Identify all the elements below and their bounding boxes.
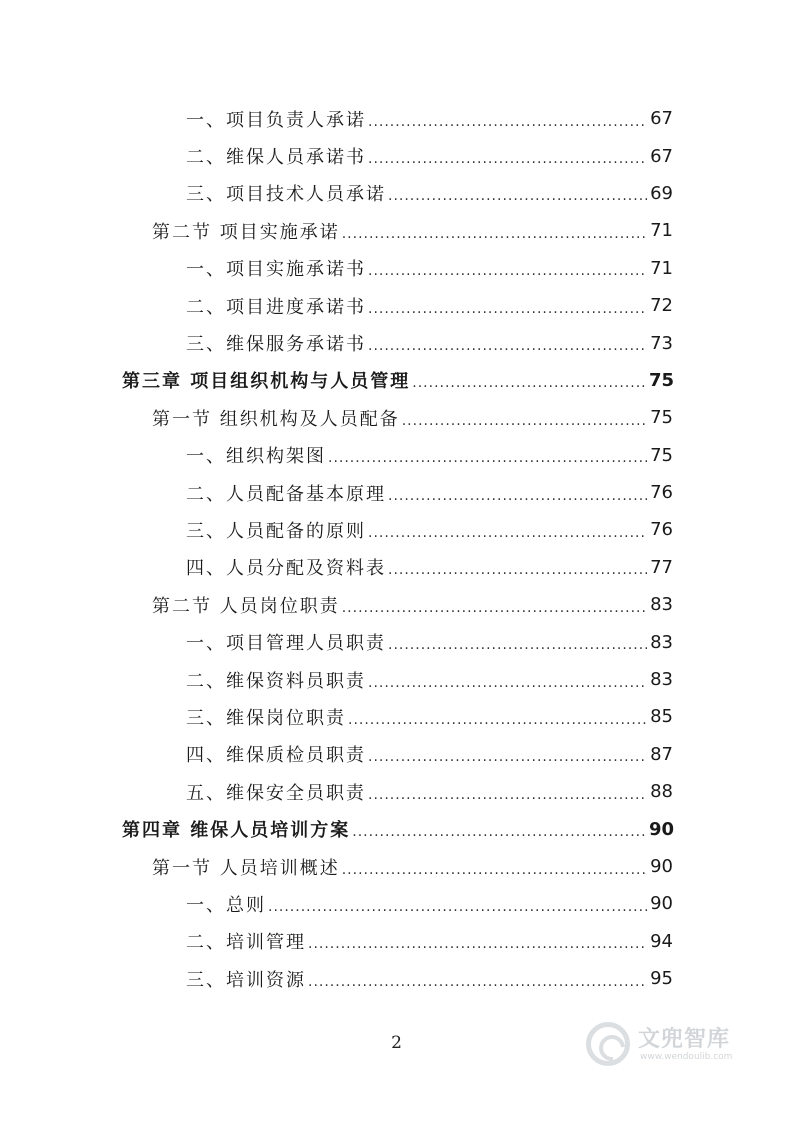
table-of-contents — [0, 100, 793, 997]
dot-leader — [308, 932, 647, 950]
toc-entry-page: 77 — [650, 556, 673, 578]
toc-entry-page: 75 — [649, 369, 675, 391]
toc-entry-page: 75 — [650, 444, 673, 466]
toc-entry-title: 第三章 项目组织机构与人员管理 — [122, 371, 411, 393]
toc-entry-title: 一、项目实施承诺书 — [186, 259, 366, 281]
toc-entry-title: 四、维保质检员职责 — [186, 745, 366, 767]
dot-leader — [368, 297, 647, 315]
toc-entry-page: 90 — [650, 856, 673, 877]
toc-subsection-entry[interactable] — [186, 175, 673, 212]
toc-entry-page: 83 — [650, 594, 673, 616]
watermark — [586, 1018, 746, 1074]
dot-leader — [368, 334, 647, 352]
toc-entry-page: 67 — [650, 145, 673, 167]
dot-leader — [368, 521, 647, 539]
toc-entry-page: 75 — [650, 407, 673, 429]
dot-leader — [368, 783, 647, 801]
toc-entry-title: 第二节 人员岗位职责 — [152, 595, 340, 617]
toc-subsection-entry[interactable] — [186, 623, 673, 660]
toc-section-entry[interactable] — [152, 586, 673, 623]
dot-leader — [328, 446, 647, 464]
toc-entry-title: 一、组织构架图 — [186, 446, 326, 468]
dot-leader — [308, 970, 647, 988]
toc-entry-page: 83 — [650, 631, 673, 653]
toc-entry-page: 72 — [650, 295, 673, 317]
page-number: 2 — [391, 1033, 402, 1053]
toc-subsection-entry[interactable] — [186, 698, 673, 735]
dot-leader — [348, 708, 647, 726]
toc-section-entry[interactable] — [152, 212, 673, 249]
dot-leader — [368, 147, 647, 165]
toc-subsection-entry[interactable] — [186, 287, 673, 324]
toc-entry-page: 67 — [650, 108, 673, 130]
toc-entry-title: 三、人员配备的原则 — [186, 520, 366, 542]
watermark-url: www.wendoulib.com — [640, 1052, 733, 1062]
toc-entry-title: 三、项目技术人员承诺 — [186, 184, 386, 206]
toc-entry-title: 第一节 人员培训概述 — [152, 857, 340, 879]
toc-entry-title: 二、项目进度承诺书 — [186, 296, 366, 318]
toc-chapter-entry[interactable] — [122, 810, 673, 847]
dot-leader — [368, 745, 647, 763]
toc-entry-title: 二、维保人员承诺书 — [186, 147, 366, 169]
toc-entry-title: 四、人员分配及资料表 — [186, 558, 386, 580]
toc-subsection-entry[interactable] — [186, 324, 673, 361]
toc-subsection-entry[interactable] — [186, 100, 673, 137]
dot-leader — [368, 110, 647, 128]
toc-entry-title: 一、项目负责人承诺 — [186, 109, 366, 131]
toc-subsection-entry[interactable] — [186, 960, 673, 997]
toc-entry-page: 76 — [650, 519, 673, 541]
dot-leader — [388, 558, 647, 576]
dot-leader — [412, 371, 647, 389]
dot-leader — [342, 222, 647, 240]
dot-leader — [342, 858, 647, 876]
toc-entry-page: 83 — [650, 669, 673, 691]
toc-entry-title: 三、维保岗位职责 — [186, 707, 346, 729]
dot-leader — [352, 820, 647, 838]
toc-subsection-entry[interactable] — [186, 885, 673, 922]
toc-subsection-entry[interactable] — [186, 250, 673, 287]
dot-leader — [368, 259, 647, 277]
toc-entry-title: 第一节 组织机构及人员配备 — [152, 408, 400, 430]
toc-chapter-entry[interactable] — [122, 362, 673, 399]
toc-subsection-entry[interactable] — [186, 437, 673, 474]
toc-subsection-entry[interactable] — [186, 549, 673, 586]
toc-subsection-entry[interactable] — [186, 661, 673, 698]
wendou-logo-icon — [586, 1022, 630, 1066]
toc-entry-page: 73 — [650, 332, 673, 354]
toc-section-entry[interactable] — [152, 848, 673, 885]
toc-entry-page: 94 — [650, 930, 673, 952]
toc-entry-title: 二、维保资料员职责 — [186, 670, 366, 692]
toc-entry-page: 76 — [650, 482, 673, 504]
toc-entry-page: 90 — [650, 893, 673, 915]
toc-entry-title: 三、维保服务承诺书 — [186, 334, 366, 356]
toc-entry-page: 69 — [650, 182, 673, 204]
toc-entry-page: 71 — [650, 257, 673, 279]
watermark-brand: 文兜智库 — [638, 1027, 731, 1052]
toc-subsection-entry[interactable] — [186, 773, 673, 810]
toc-entry-page: 87 — [650, 743, 673, 765]
dot-leader — [402, 409, 647, 427]
toc-subsection-entry[interactable] — [186, 137, 673, 174]
toc-entry-page: 88 — [650, 781, 673, 803]
toc-entry-page: 95 — [650, 968, 673, 990]
dot-leader — [268, 895, 647, 913]
toc-entry-page: 90 — [649, 818, 675, 840]
toc-section-entry[interactable] — [152, 399, 673, 436]
toc-entry-title: 二、人员配备基本原理 — [186, 483, 386, 505]
toc-subsection-entry[interactable] — [186, 736, 673, 773]
toc-entry-title: 一、项目管理人员职责 — [186, 633, 386, 655]
toc-entry-title: 二、培训管理 — [186, 932, 306, 954]
dot-leader — [388, 484, 647, 502]
toc-entry-title: 三、培训资源 — [186, 969, 306, 991]
dot-leader — [388, 633, 647, 651]
toc-entry-title: 一、总则 — [186, 894, 266, 916]
toc-subsection-entry[interactable] — [186, 511, 673, 548]
dot-leader — [388, 184, 647, 202]
toc-entry-title: 第四章 维保人员培训方案 — [122, 820, 351, 842]
dot-leader — [342, 596, 647, 614]
toc-entry-title: 五、维保安全员职责 — [186, 782, 366, 804]
toc-entry-page: 85 — [650, 706, 673, 728]
toc-subsection-entry[interactable] — [186, 474, 673, 511]
toc-entry-page: 71 — [650, 220, 673, 242]
toc-subsection-entry[interactable] — [186, 923, 673, 960]
dot-leader — [368, 671, 647, 689]
toc-entry-title: 第二节 项目实施承诺 — [152, 221, 340, 243]
